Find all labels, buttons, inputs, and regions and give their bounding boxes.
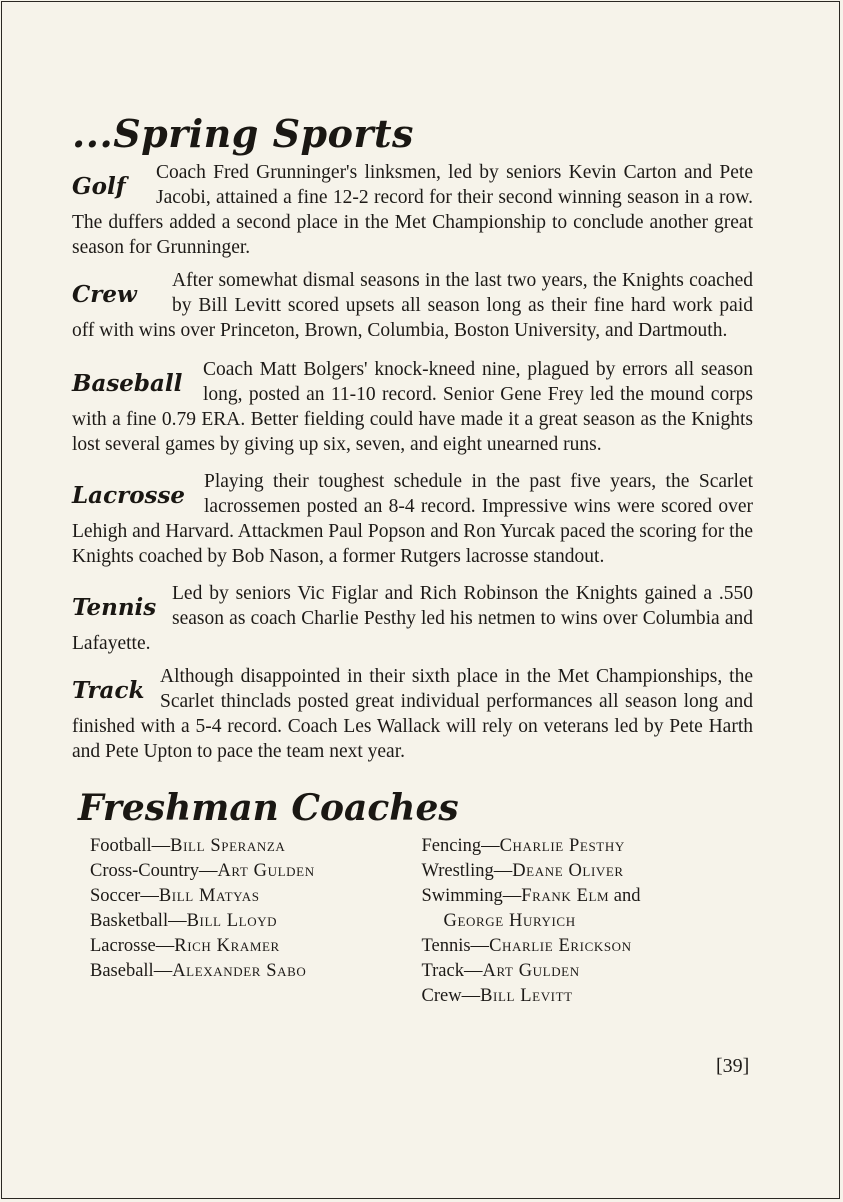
coaches-column-right [422, 834, 754, 1009]
coach-name: George Huryich [443, 911, 576, 931]
page-content [72, 110, 753, 1009]
coach-sport: Fencing— [421, 836, 500, 856]
sport-section-baseball [72, 357, 753, 457]
sport-heading-baseball: Baseball [72, 370, 183, 397]
coach-sport: Tennis— [421, 936, 490, 956]
sport-text-crew: After somewhat dismal seasons in the last two years, the Knights coached by Bill Levitt scored upsets all season long as their fine hard work paid off with wins over Princeton, Brown, Columbia, Boston University, and Dartmouth. [72, 270, 753, 341]
coach-name: Charlie Pesthy [499, 836, 625, 856]
coach-entry [422, 884, 754, 909]
sport-section-crew [72, 268, 753, 343]
sport-text-tennis: Led by seniors Vic Figlar and Rich Robinson the Knights gained a .550 season as coach Charlie Pesthy led his netmen to wins over Columbia and Lafayette. [72, 583, 753, 654]
coach-entry [422, 909, 754, 934]
coach-sport: Swimming— [421, 886, 522, 906]
sport-heading-crew: Crew [72, 281, 137, 308]
coach-entry [90, 934, 422, 959]
sport-section-tennis [72, 581, 753, 656]
sport-heading-golf: Golf [72, 173, 126, 200]
coach-suffix: and [609, 886, 641, 906]
coach-name: Rich Kramer [174, 936, 280, 956]
coach-sport: Soccer— [90, 886, 159, 906]
coach-entry [422, 934, 754, 959]
coach-entry [90, 959, 422, 984]
coach-entry [422, 859, 754, 884]
coach-sport: Baseball— [90, 961, 173, 981]
sport-section-lacrosse [72, 469, 753, 569]
coach-name: Bill Levitt [480, 986, 573, 1006]
coach-name: Art Gulden [482, 961, 580, 981]
coach-entry [90, 834, 422, 859]
sport-text-track: Although disappointed in their sixth place in the Met Championships, the Scarlet thinclads posted great individual performances all season long and finished with a 5-4 record. Coach Les Wallack will rely on veterans led by Pete Harth and Pete Upton to pace the team next year. [72, 666, 753, 762]
coach-name: Bill Speranza [170, 836, 286, 856]
coach-sport: Track— [421, 961, 483, 981]
coach-sport: Football— [90, 836, 171, 856]
coach-sport: Cross-Country— [90, 861, 218, 881]
coach-sport: Crew— [421, 986, 481, 1006]
page-title: ...Spring Sports [72, 111, 414, 156]
coach-entry [422, 984, 754, 1009]
coach-name: Bill Lloyd [186, 911, 278, 931]
sport-heading-lacrosse: Lacrosse [72, 482, 186, 509]
coach-entry [90, 859, 422, 884]
coach-name: Charlie Erickson [489, 936, 632, 956]
coach-sport: Basketball— [90, 911, 187, 931]
coaches-column-left [90, 834, 422, 1009]
coach-name: Bill Matyas [158, 886, 260, 906]
coach-sport: Wrestling— [421, 861, 513, 881]
coach-name: Frank Elm [521, 886, 610, 906]
coach-entry [422, 834, 754, 859]
sport-text-golf: Coach Fred Grunninger's linksmen, led by seniors Kevin Carton and Pete Jacobi, attained a fine 12-2 record for their second winning season in a row. The duffers added a second place in the Met Championship to conclude another great season for Grunninger. [72, 162, 753, 258]
sport-text-baseball: Coach Matt Bolgers' knock-kneed nine, plagued by errors all season long, posted an 11-10 record. Senior Gene Frey led the mound corps with a fine 0.79 ERA. Better fielding could have made it a great season as the Knights lost several games by giving up six, seven, and eight unearned runs. [72, 359, 753, 455]
page-number: [39] [716, 1055, 750, 1077]
coach-entry [90, 909, 422, 934]
coach-name: Deane Oliver [512, 861, 624, 881]
sport-heading-track: Track [72, 677, 145, 704]
coach-entry [90, 884, 422, 909]
coach-name: Art Gulden [217, 861, 315, 881]
freshman-coaches-list [90, 834, 753, 1009]
freshman-coaches-title: Freshman Coaches [78, 787, 459, 829]
sport-text-lacrosse: Playing their toughest schedule in the past five years, the Scarlet lacrossemen posted an 8-4 record. Impressive wins were scored over Lehigh and Harvard. Attackmen Paul Popson and Ron Yurcak paced the scoring for the Knights coached by Bob Nason, a former Rutgers lacrosse standout. [72, 471, 753, 567]
sport-heading-tennis: Tennis [72, 594, 157, 621]
coach-name: Alexander Sabo [172, 961, 307, 981]
coach-sport: Lacrosse— [90, 936, 175, 956]
sport-section-track [72, 664, 753, 764]
sport-section-golf [72, 160, 753, 260]
coach-entry [422, 959, 754, 984]
